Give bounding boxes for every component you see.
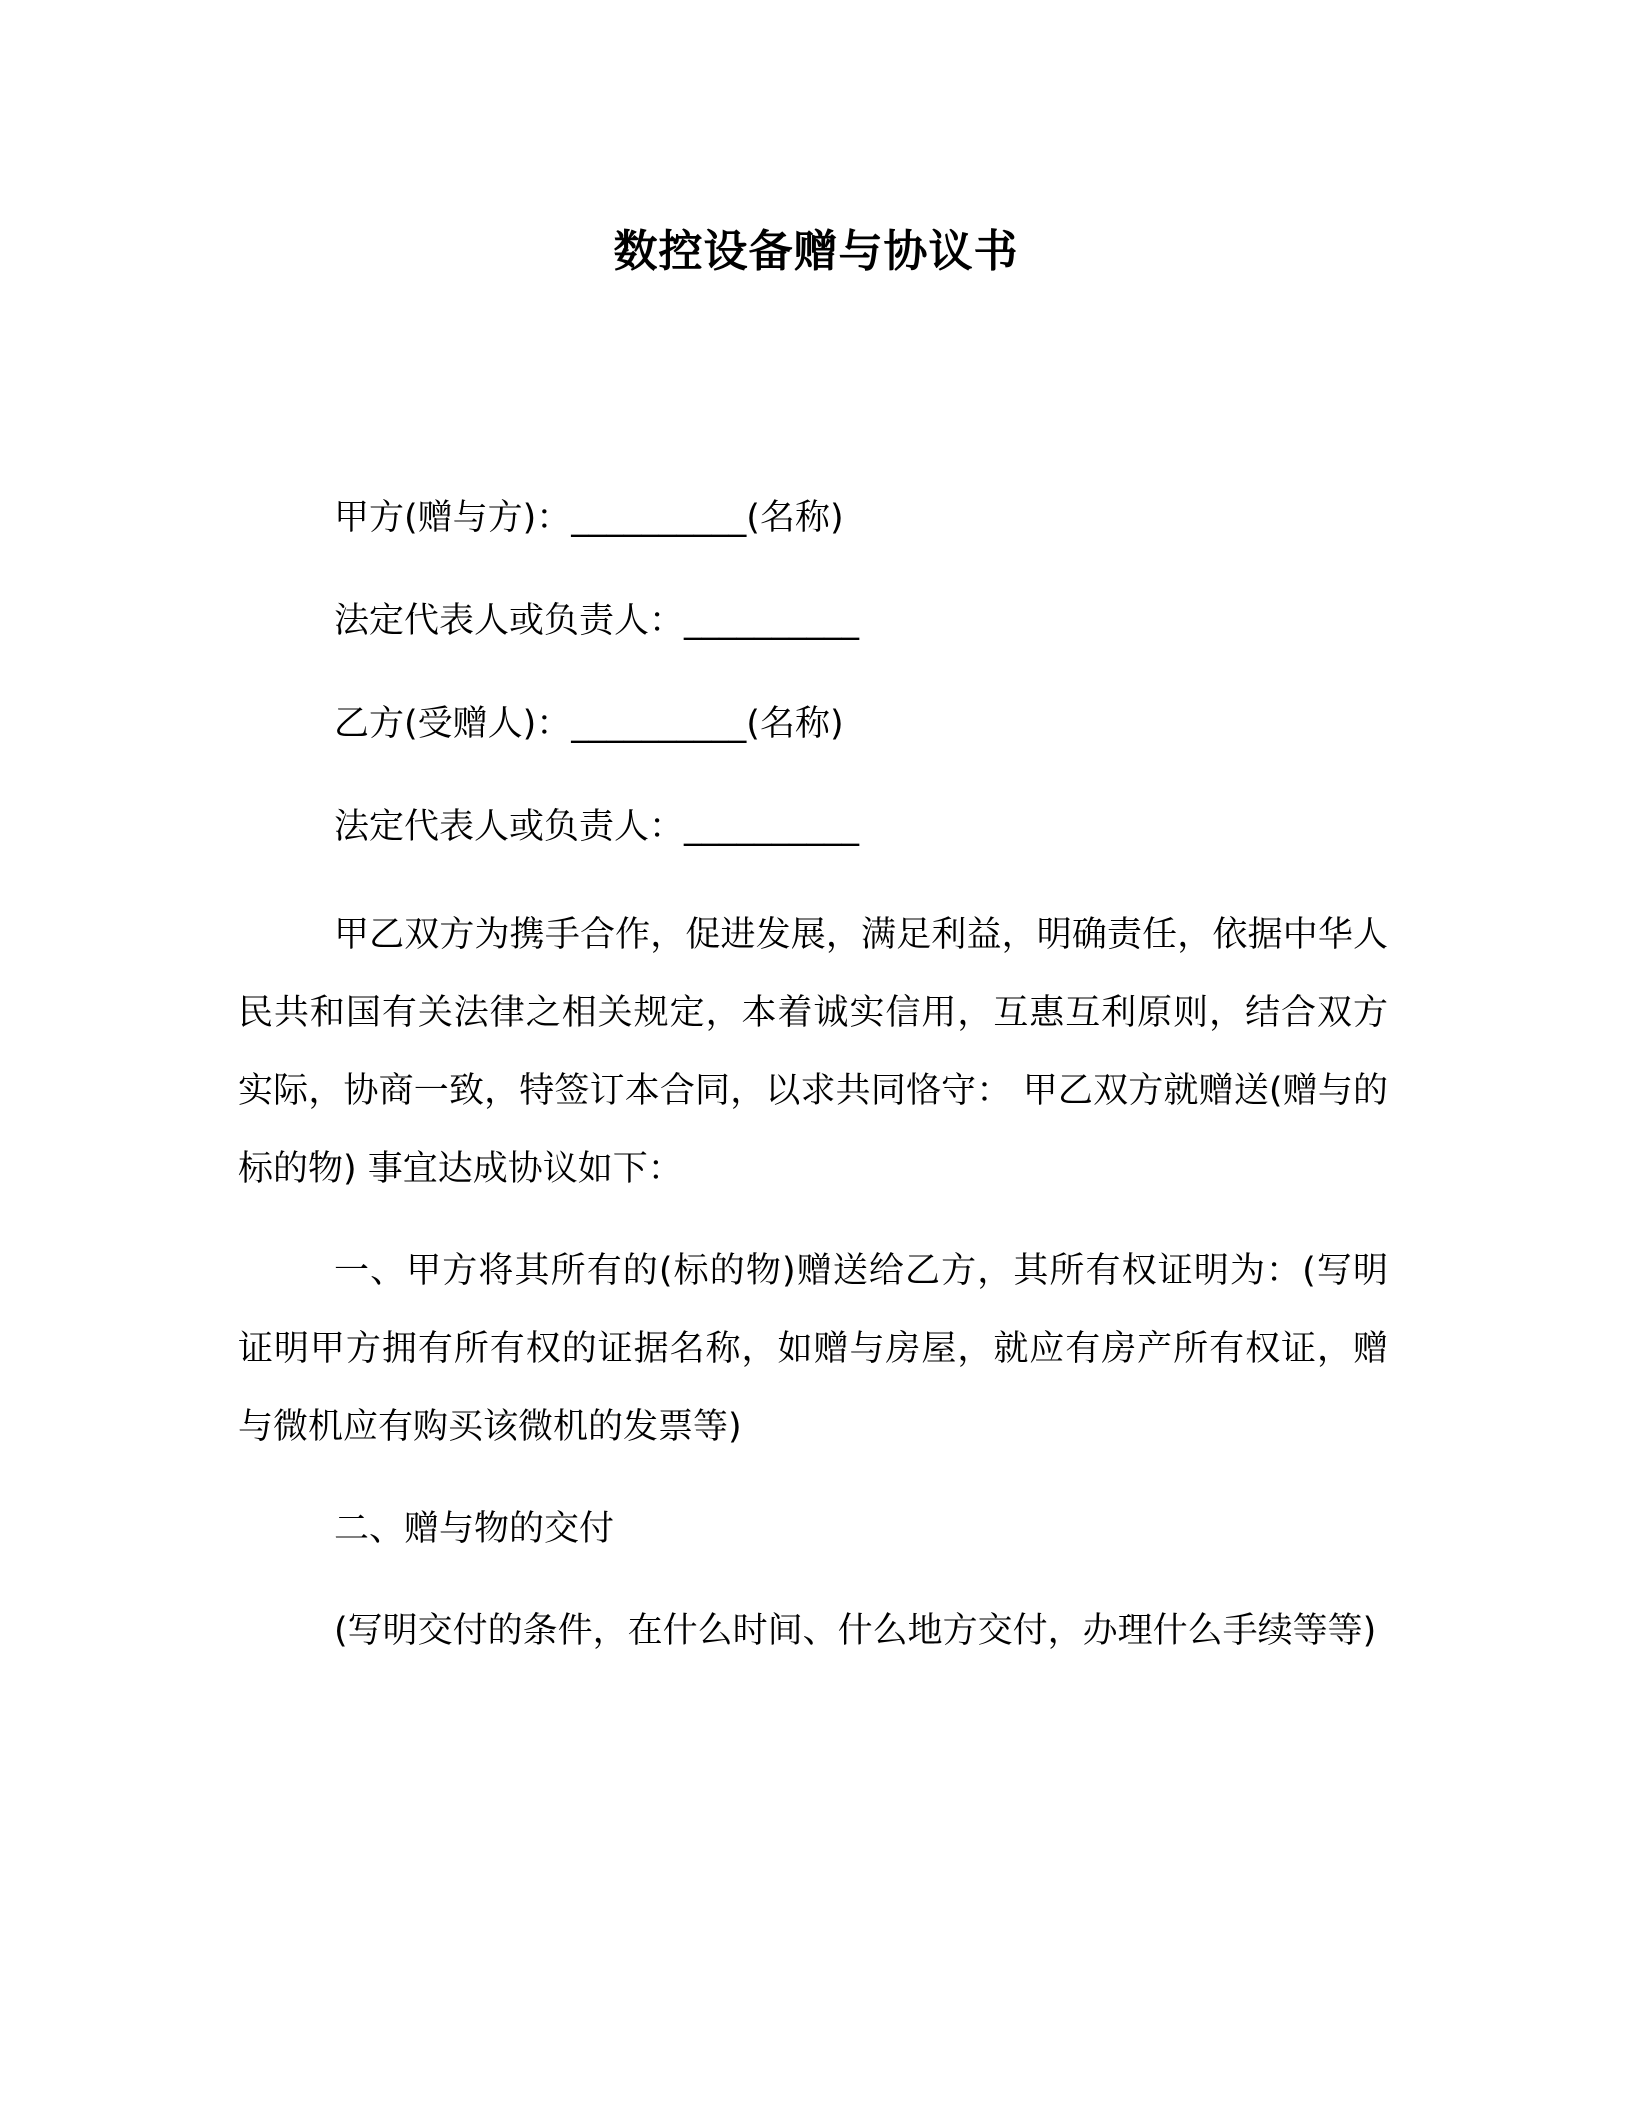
clause-2-heading: 二、赠与物的交付 [334, 1509, 615, 1549]
clause-1-paragraph: 一、甲方将其所有的(标的物)赠送给乙方，其所有权证明为：(写明证明甲方拥有所有权的证据名称，如赠与房屋，就应有房产所有权证，赠与微机应有购买该微机的发票等) [238, 1251, 1388, 1447]
clause-2-body: (写明交付的条件，在什么时间、什么地方交付，办理什么手续等等) [334, 1611, 1377, 1651]
party-b-representative-line: 法定代表人或负责人：__________ [334, 807, 860, 847]
document-title: 数控设备赠与协议书 [613, 226, 1019, 277]
party-a-line: 甲方(赠与方)：__________(名称) [334, 498, 844, 538]
party-b-line: 乙方(受赠人)：__________(名称) [334, 704, 844, 744]
intro-paragraph: 甲乙双方为携手合作，促进发展，满足利益，明确责任，依据中华人民共和国有关法律之相关规定，本着诚实信用，互惠互利原则，结合双方实际，协商一致，特签订本合同，以求共同恪守： 甲乙双方就赠送(赠与的标的物) 事宜达成协议如下： [238, 915, 1388, 1189]
party-a-representative-line: 法定代表人或负责人：__________ [334, 601, 860, 641]
